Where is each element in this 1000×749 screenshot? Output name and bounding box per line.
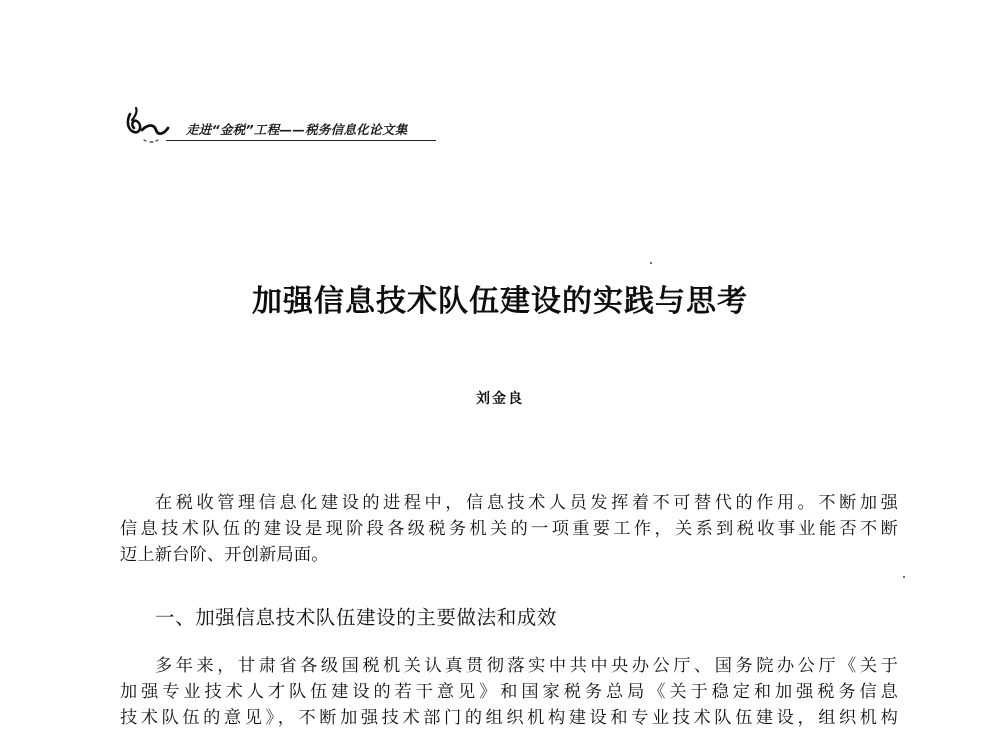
article-title: 加强信息技术队伍建设的实践与思考 — [252, 284, 748, 319]
section-paragraph — [120, 653, 898, 731]
page-header — [120, 98, 450, 158]
scan-speck — [903, 576, 905, 578]
paragraph-line: 加强专业技术人才队伍建设的若干意见》和国家税务总局《关于稳定和加强税务信息 — [120, 682, 898, 702]
paragraph-line: 信息技术队伍的建设是现阶段各级税务机关的一项重要工作，关系到税收事业能否不断 — [120, 519, 898, 539]
scan-speck — [650, 262, 652, 264]
calligraphy-swirl-icon — [122, 104, 170, 150]
intro-paragraph — [120, 490, 898, 568]
running-head: 走进“金税”工程——税务信息化论文集 — [186, 122, 408, 137]
paragraph-line: 在税收管理信息化建设的进程中，信息技术人员发挥着不可替代的作用。不断加强 — [155, 493, 898, 513]
author-name: 刘金良 — [476, 391, 524, 407]
paragraph-line: 多年来，甘肃省各级国税机关认真贯彻落实中共中央办公厅、国务院办公厅《关于 — [155, 656, 898, 676]
paragraph-line: 迈上新台阶、开创新局面。 — [120, 545, 329, 565]
paragraph-line: 技术队伍的意见》，不断加强技术部门的组织机构建设和专业技术队伍建设，组织机构 — [120, 708, 898, 728]
header-rule — [166, 140, 436, 141]
section-heading: 一、加强信息技术队伍建设的主要做法和成效 — [155, 606, 558, 629]
